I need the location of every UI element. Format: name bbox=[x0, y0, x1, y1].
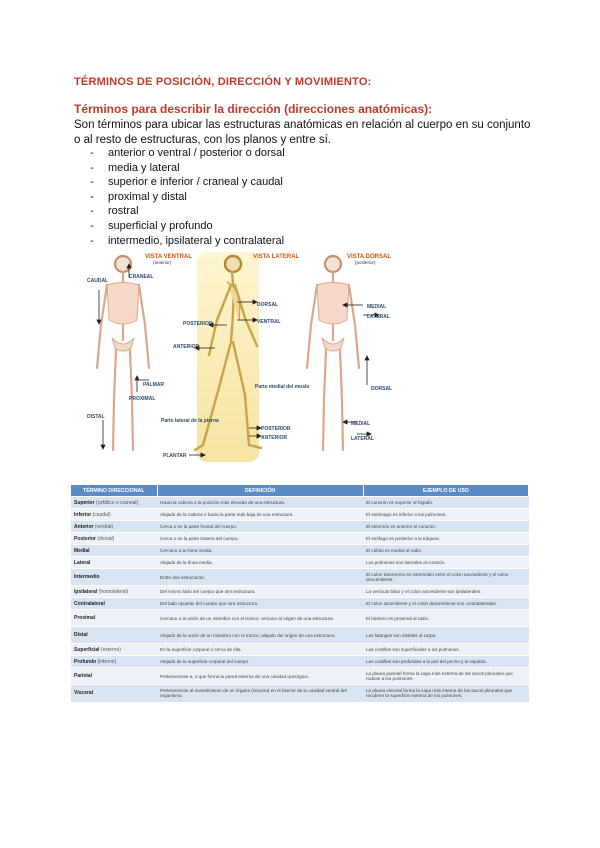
label-palmar: PALMAR bbox=[143, 382, 165, 388]
cell-term bbox=[71, 497, 157, 509]
list-item: - rostral bbox=[90, 204, 285, 219]
section-heading: Términos para describir la dirección (direcciones anatómicas): bbox=[74, 102, 433, 116]
term-qualifier: (externo) bbox=[100, 646, 121, 653]
cell-example: Los pulmones son laterales al corazón. bbox=[363, 557, 529, 569]
label-ventral: VENTRAL bbox=[257, 319, 281, 325]
label-caudal: CAUDAL bbox=[87, 278, 109, 284]
cell-term bbox=[71, 668, 157, 685]
cell-example: El estómago es inferior a los pulmones. bbox=[363, 509, 529, 521]
cell-term bbox=[71, 685, 157, 702]
cell-definition: Alejado de la unión de un miembro con el tronco; alejado del origen de una estructura. bbox=[157, 627, 363, 644]
cell-definition: En la superficie corporal o cerca de ella. bbox=[157, 644, 363, 656]
view-dorsal-subtitle: (posterior) bbox=[355, 260, 376, 265]
term-qualifier: (dorsal) bbox=[97, 535, 115, 542]
column-header-term: TÉRMINO DIRECCIONAL bbox=[71, 485, 157, 497]
view-dorsal-title: VISTA DORSAL bbox=[347, 254, 392, 260]
cell-example: La vesícula biliar y el colon ascendente son ipsilaterales. bbox=[363, 586, 529, 598]
table-row bbox=[71, 533, 529, 545]
page-heading: TÉRMINOS DE POSICIÓN, DIRECCIÓN Y MOVIMIENTO: bbox=[74, 76, 372, 88]
cell-term bbox=[71, 509, 157, 521]
cell-definition: Cerca o en la parte trasera del cuerpo. bbox=[157, 533, 363, 545]
term-name: Medial bbox=[74, 547, 90, 554]
cell-example: El corazón es superior al hígado. bbox=[363, 497, 529, 509]
column-header-example: EJEMPLO DE USO bbox=[363, 485, 529, 497]
view-lateral-title: VISTA LATERAL bbox=[253, 254, 300, 260]
cell-definition: Perteneciente al revestimiento de un órgano (víscera) en el interior de la cavidad ventral del organismo. bbox=[157, 685, 363, 702]
label-parte-medial: Parte medial del muslo bbox=[255, 384, 310, 390]
cell-definition: Del lado opuesto del cuerpo que otra estructura. bbox=[157, 598, 363, 610]
cell-term bbox=[71, 644, 157, 656]
table-row bbox=[71, 610, 529, 627]
label-anterior: ANTERIOR bbox=[173, 344, 200, 350]
terms-list bbox=[90, 146, 285, 248]
table-row bbox=[71, 557, 529, 569]
cell-example: La pleura parietal forma la capa más externa de los sacos pleurales que rodean a los pulmones. bbox=[363, 668, 529, 685]
term-name: Ipsilateral bbox=[74, 588, 98, 595]
cell-term bbox=[71, 610, 157, 627]
term-qualifier: (caudal) bbox=[92, 511, 111, 518]
cell-example: El colon ascendente y el colon descendente son contralaterales. bbox=[363, 598, 529, 610]
label-dorsal: DORSAL bbox=[257, 302, 279, 308]
table-row bbox=[71, 569, 529, 586]
cell-term bbox=[71, 598, 157, 610]
term-name: Proximal bbox=[74, 615, 96, 621]
term-qualifier: (homolateral) bbox=[98, 588, 129, 595]
term-name: Parietal bbox=[74, 673, 93, 679]
term-name: Profundo bbox=[74, 658, 97, 665]
label-parte-lateral: Parte lateral de la pierna bbox=[161, 418, 219, 424]
cell-example: Las costillas son profundas a la piel del pecho y la espalda. bbox=[363, 656, 529, 668]
label-posterior: POSTERIOR bbox=[183, 321, 213, 327]
skeleton-ventral bbox=[97, 256, 149, 450]
cell-term bbox=[71, 586, 157, 598]
cell-definition: Alejado de la cabeza o hacia la parte más baja de una estructura. bbox=[157, 509, 363, 521]
cell-term bbox=[71, 627, 157, 644]
cell-example: El húmero es proximal al radio. bbox=[363, 610, 529, 627]
table-row bbox=[71, 656, 529, 668]
term-name: Intermedio bbox=[74, 574, 100, 580]
cell-definition: Alejado de la línea media. bbox=[157, 557, 363, 569]
table-row bbox=[71, 521, 529, 533]
label-dorsal-right: DORSAL bbox=[371, 386, 393, 392]
term-name: Visceral bbox=[74, 690, 94, 697]
cell-definition: Hacia la cabeza o la posición más elevada de una estructura. bbox=[157, 497, 363, 509]
list-item: - media y lateral bbox=[90, 161, 285, 176]
label-lateral-lower: LATERAL bbox=[351, 436, 374, 442]
cell-example: La pleura visceral forma la capa más interna de los sacos pleurales que recubren la superficie externa de los pulmones. bbox=[363, 685, 529, 702]
list-item: - superior e inferior / craneal y caudal bbox=[90, 175, 285, 190]
term-name: Superior bbox=[74, 499, 95, 506]
intro-paragraph: Son términos para ubicar las estructuras anatómicas en relación al cuerpo en su conjunto o al resto de estructuras, con los planos y entre sí. bbox=[74, 119, 531, 146]
table-row bbox=[71, 586, 529, 598]
cell-definition: Entre dos estructuras. bbox=[157, 569, 363, 586]
term-name: Posterior bbox=[74, 535, 96, 542]
term-qualifier: (interno) bbox=[97, 658, 117, 665]
list-item: - proximal y distal bbox=[90, 190, 285, 205]
cell-term bbox=[71, 533, 157, 545]
skeleton-figure bbox=[85, 250, 395, 465]
cell-example: El colon transverso es intermedio entre el colon ascendente y el colon descendente. bbox=[363, 569, 529, 586]
cell-example: Las falanges son distales al carpo. bbox=[363, 627, 529, 644]
label-proximal: PROXIMAL bbox=[129, 396, 156, 402]
cell-example: El cúbito es medial al radio. bbox=[363, 545, 529, 557]
cell-definition: Alejado de la superficie corporal del cuerpo. bbox=[157, 656, 363, 668]
term-name: Inferior bbox=[74, 511, 92, 518]
cell-example: El esternón es anterior al corazón. bbox=[363, 521, 529, 533]
directional-terms-table bbox=[71, 485, 529, 702]
cell-term bbox=[71, 656, 157, 668]
cell-definition: Cercano a la línea media. bbox=[157, 545, 363, 557]
list-item: - superficial y profundo bbox=[90, 219, 285, 234]
cell-term bbox=[71, 569, 157, 586]
term-name: Anterior bbox=[74, 523, 94, 530]
table-row bbox=[71, 668, 529, 685]
label-posterior-lower: POSTERIOR bbox=[261, 426, 291, 432]
table-row bbox=[71, 644, 529, 656]
table-row bbox=[71, 497, 529, 509]
label-anterior-lower: ANTERIOR bbox=[261, 435, 288, 441]
list-item: - intermedio, ipsilateral y contralateral bbox=[90, 234, 285, 249]
term-name: Superficial bbox=[74, 646, 100, 653]
term-name: Distal bbox=[74, 632, 88, 638]
cell-term bbox=[71, 521, 157, 533]
label-medial: MEDIAL bbox=[367, 304, 387, 310]
view-ventral-subtitle: (anterior) bbox=[153, 260, 172, 265]
table-row bbox=[71, 627, 529, 644]
label-lateral: LATERAL bbox=[367, 314, 390, 320]
table-row bbox=[71, 685, 529, 702]
view-ventral-title: VISTA VENTRAL bbox=[145, 254, 193, 260]
table-body bbox=[71, 497, 529, 702]
table-row bbox=[71, 598, 529, 610]
term-name: Lateral bbox=[74, 559, 91, 566]
table-row bbox=[71, 509, 529, 521]
table-header-row bbox=[71, 485, 529, 497]
term-qualifier: (cefálico o craneal) bbox=[95, 499, 139, 506]
term-name: Contralateral bbox=[74, 600, 105, 607]
cell-definition: Cerca o en la parte frontal del cuerpo. bbox=[157, 521, 363, 533]
cell-definition: Cercano a la unión de un miembro con el tronco; cercano al origen de una estructura. bbox=[157, 610, 363, 627]
cell-example: El esófago es posterior a la tráquea. bbox=[363, 533, 529, 545]
cell-term bbox=[71, 557, 157, 569]
table-row bbox=[71, 545, 529, 557]
cell-term bbox=[71, 545, 157, 557]
column-header-definition: DEFINICIÓN bbox=[157, 485, 363, 497]
term-qualifier: (ventral) bbox=[94, 523, 114, 530]
skeleton-diagram bbox=[85, 250, 395, 465]
label-craneal: CRANEAL bbox=[129, 274, 154, 280]
label-plantar: PLANTAR bbox=[163, 453, 187, 459]
cell-definition: Del mismo lado del cuerpo que otra estructura. bbox=[157, 586, 363, 598]
label-distal: DISTAL bbox=[87, 414, 105, 420]
label-medial-lower: MEDIAL bbox=[351, 421, 371, 427]
cell-definition: Perteneciente a, o que forma la pared externa de una cavidad quirúrgica. bbox=[157, 668, 363, 685]
cell-example: Las costillas son superficiales a los pulmones. bbox=[363, 644, 529, 656]
list-item: - anterior o ventral / posterior o dorsal bbox=[90, 146, 285, 161]
